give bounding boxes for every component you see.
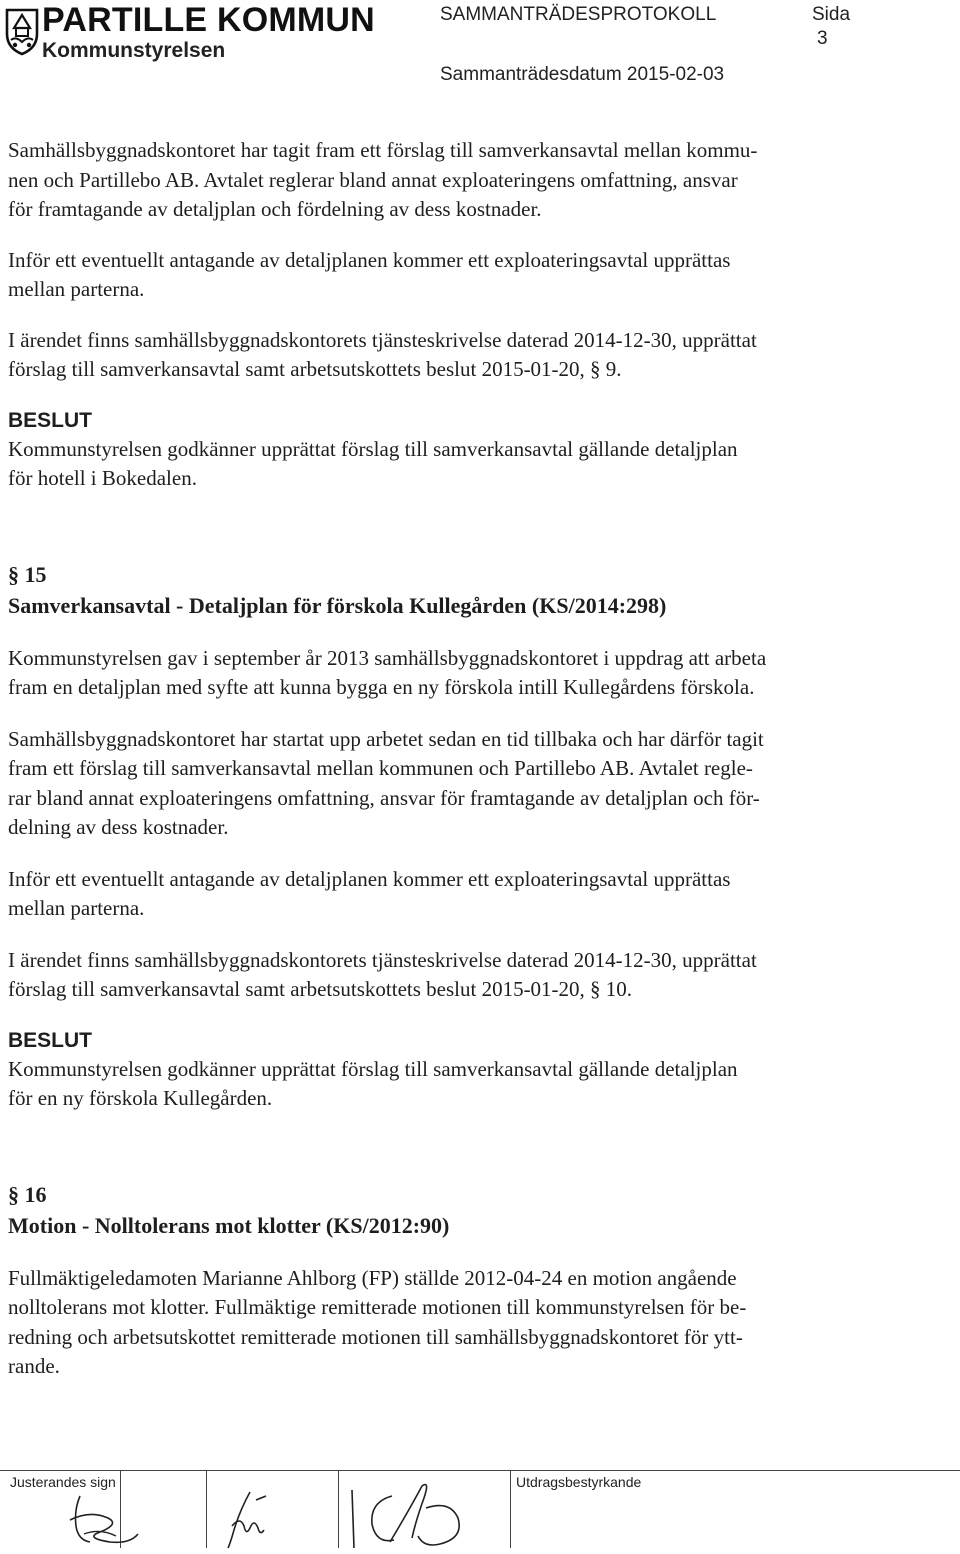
protocol-body bbox=[8, 136, 888, 1382]
signature-initials-3 bbox=[346, 1478, 476, 1550]
decision-text: Kommunstyrelsen godkänner upprättat förslag till samverkansavtal gällande detaljplan för en ny förskola Kullegården. bbox=[8, 1056, 738, 1110]
footer-divider bbox=[338, 1470, 339, 1548]
section15-paragraph-2: Samhällsbyggnadskontoret har startat upp arbetet sedan en tid tillbaka och har därför tagit fram ett förslag till samverkansavtal mellan kommunen och Partillebo AB. Avtalet regle- rar bland annat exploateringens omfattning, ansvar för framtagande av detaljplan och för- delning av dess kostnader. bbox=[8, 726, 764, 839]
page-label: Sida bbox=[812, 4, 851, 25]
document-type: SAMMANTRÄDESPROTOKOLL bbox=[440, 4, 717, 25]
footer-divider bbox=[510, 1470, 511, 1548]
section-title-15: Samverkansavtal - Detaljplan för förskola Kullegården (KS/2014:298) bbox=[8, 592, 667, 618]
section-number-15: § 15 bbox=[8, 561, 47, 587]
footer-rule bbox=[0, 1470, 960, 1471]
section-title-16: Motion - Nolltolerans mot klotter (KS/2012:90) bbox=[8, 1212, 450, 1238]
decision-text: Kommunstyrelsen godkänner upprättat förslag till samverkansavtal gällande detaljplan för hotell i Bokedalen. bbox=[8, 436, 738, 490]
decision-label: BESLUT bbox=[8, 408, 92, 432]
utdragsbestyrkande-label: Utdragsbestyrkande bbox=[516, 1474, 642, 1490]
signature-initials-1 bbox=[60, 1490, 150, 1550]
department-name: Kommunstyrelsen bbox=[42, 39, 226, 62]
organization-name: PARTILLE KOMMUN bbox=[42, 1, 375, 39]
justerandes-sign-label: Justerandes sign bbox=[10, 1474, 116, 1490]
page-number: 3 bbox=[817, 28, 828, 49]
section15-paragraph-4: I ärendet finns samhällsbyggnadskontorets tjänsteskrivelse daterad 2014-12-30, upprättat förslag till samverkansavtal samt arbetsutskottets beslut 2015-01-20, § 10. bbox=[8, 947, 757, 1001]
decision-label: BESLUT bbox=[8, 1028, 92, 1052]
section15-paragraph-1: Kommunstyrelsen gav i september år 2013 samhällsbyggnadskontoret i uppdrag att arbeta fram en detaljplan med syfte att kunna bygga en ny förskola intill Kullegårdens förskola. bbox=[8, 645, 767, 699]
continued-paragraph-3: I ärendet finns samhällsbyggnadskontorets tjänsteskrivelse daterad 2014-12-30, upprättat förslag till samverkansavtal samt arbetsutskottets beslut 2015-01-20, § 9. bbox=[8, 327, 757, 381]
coat-of-arms-icon bbox=[4, 6, 40, 56]
section16-paragraph-1: Fullmäktigeledamoten Marianne Ahlborg (FP) ställde 2012-04-24 en motion angående nolltolerans mot klotter. Fullmäktige remitterade motionen till kommunstyrelsen för be- redning och arbetsutskottet remitterade motionen till samhällsbyggnadskontoret för ytt- rande. bbox=[8, 1265, 747, 1378]
meeting-date: Sammanträdesdatum 2015-02-03 bbox=[440, 64, 725, 85]
continued-paragraph-1: Samhällsbyggnadskontoret har tagit fram ett förslag till samverkansavtal mellan kommu- nen och Partillebo AB. Avtalet reglerar bland annat exploateringens omfattning, ansvar för framtagande av detaljplan och fördelning av dess kostnader. bbox=[8, 138, 758, 221]
section15-paragraph-3: Inför ett eventuellt antagande av detaljplanen kommer ett exploateringsavtal upprättas mellan parterna. bbox=[8, 866, 731, 920]
section-number-16: § 16 bbox=[8, 1181, 47, 1207]
continued-paragraph-2: Inför ett eventuellt antagande av detaljplanen kommer ett exploateringsavtal upprättas mellan parterna. bbox=[8, 247, 731, 301]
signature-initials-2 bbox=[214, 1486, 284, 1550]
footer-divider bbox=[206, 1470, 207, 1548]
